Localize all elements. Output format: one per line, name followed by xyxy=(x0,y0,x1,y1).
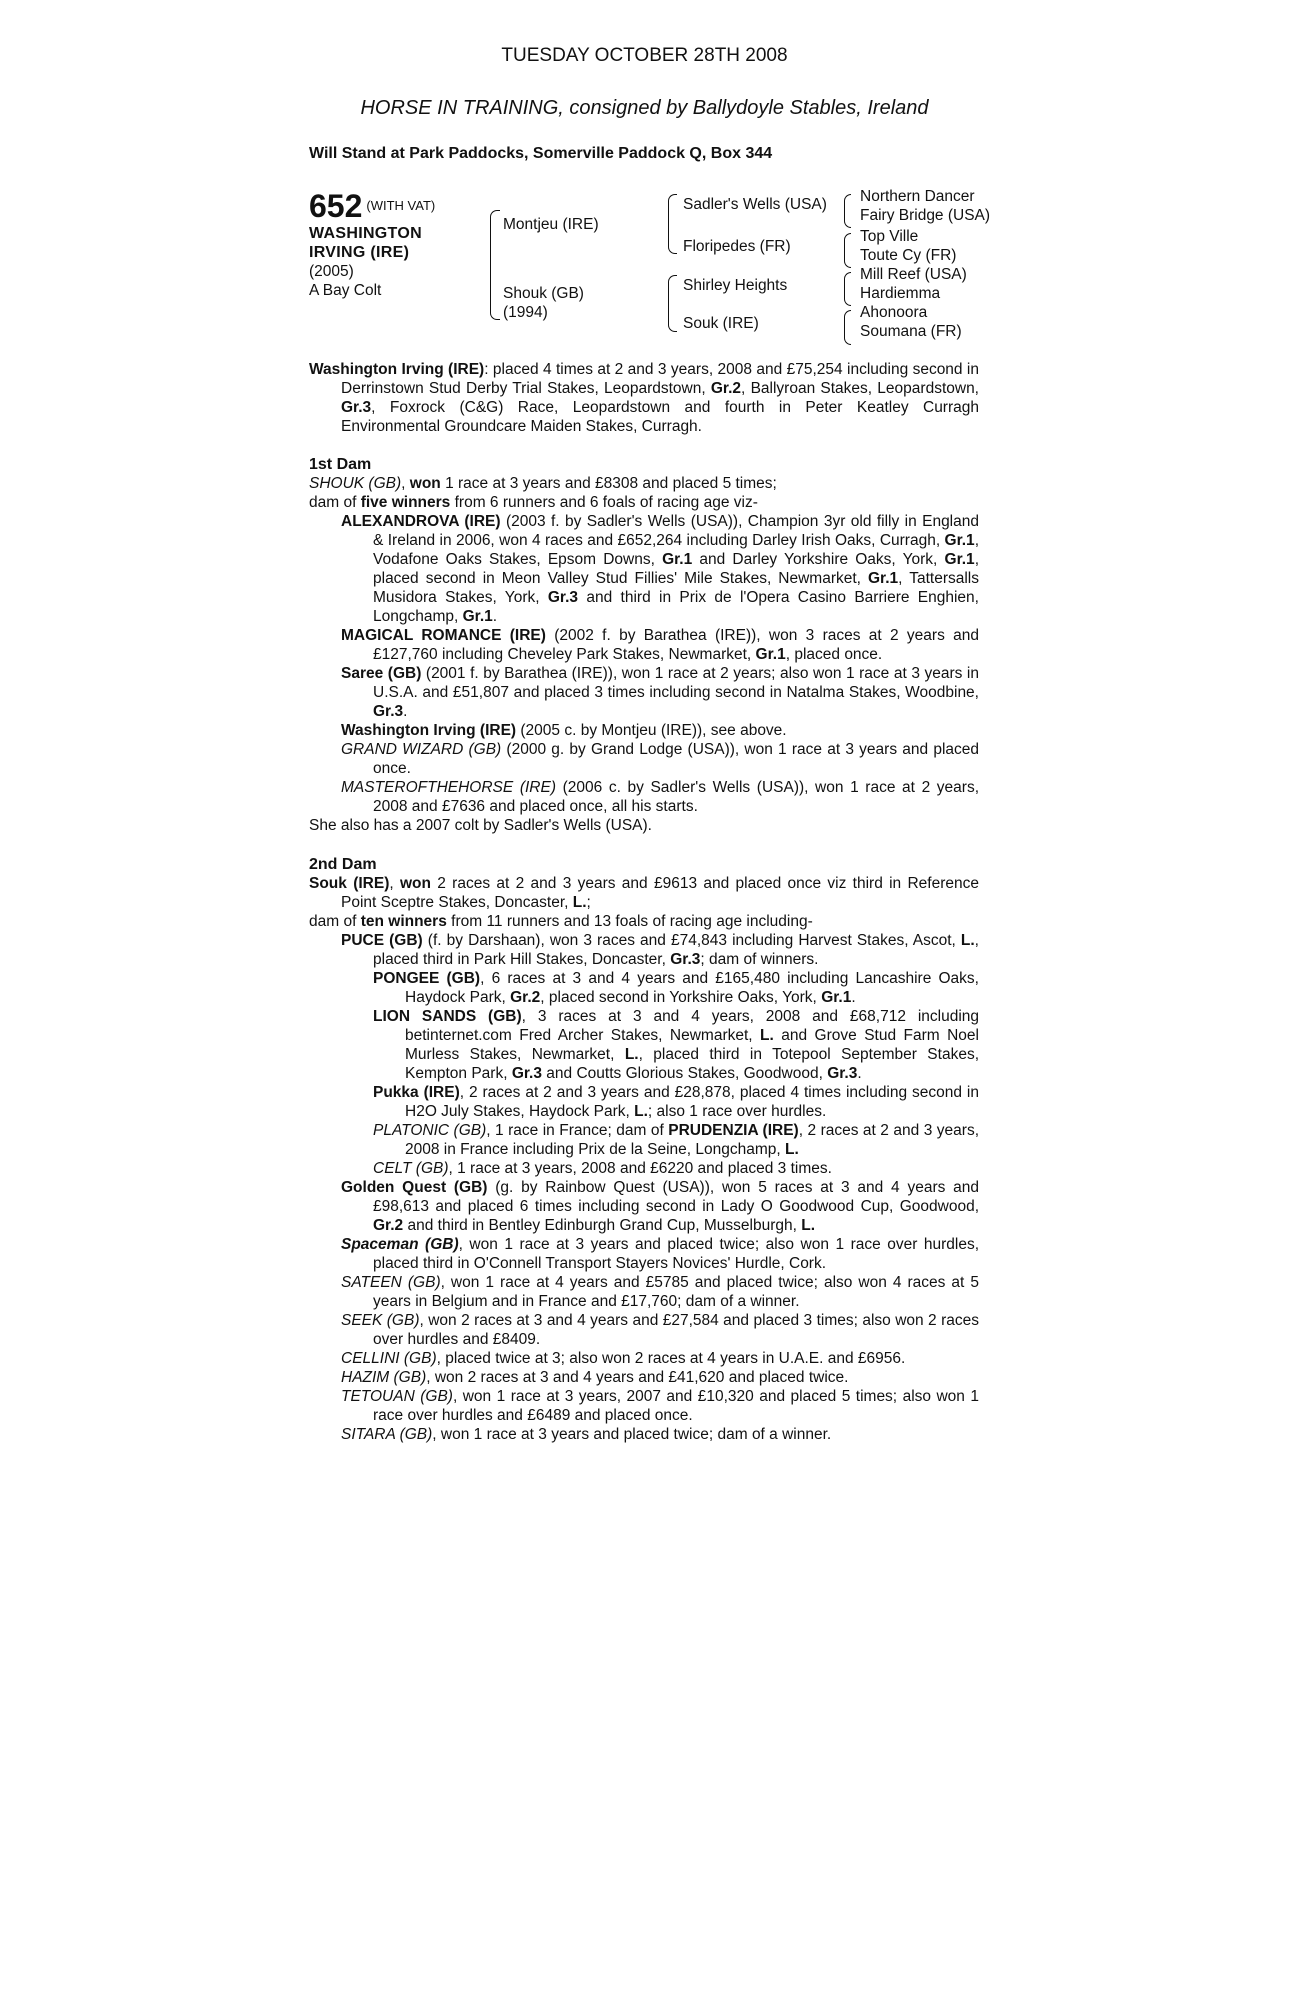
pedigree-brace-3b xyxy=(844,233,851,268)
lot-number-line xyxy=(309,188,459,224)
first-dam-line2: dam of five winners from 6 runners and 6 foals of racing age viz- xyxy=(309,494,758,511)
race-summary xyxy=(309,360,979,436)
produce-spaceman: Spaceman (GB), won 1 race at 3 years and placed twice; also won 1 race over hurdles, placed third in O'Connell Transport Stayers Novices' Hurdle, Cork. xyxy=(341,1236,980,1272)
produce-pongee: PONGEE (GB), 6 races at 3 and 4 years and £165,480 including Lancashire Oaks, Haydock Park, Gr.2, placed second in Yorkshire Oaks, York, Gr.1. xyxy=(373,970,979,1006)
produce-saree: Saree (GB) (2001 f. by Barathea (IRE)), won 1 race at 2 years; also won 1 race at 3 years in U.S.A. and £51,807 and placed 3 times including second in Natalma Stakes, Woodbine, Gr.3. xyxy=(341,665,979,720)
produce-washington-irving: Washington Irving (IRE) (2005 c. by Montjeu (IRE)), see above. xyxy=(341,722,787,739)
first-dam-heading: 1st Dam xyxy=(309,456,372,473)
produce-masterofthehorse: MASTEROFTHEHORSE (IRE) (2006 c. by Sadler's Wells (USA)), won 1 race at 2 years, 2008 and £7636 and placed once, all his starts. xyxy=(341,779,979,815)
pedigree-sdd: Toute Cy (FR) xyxy=(860,247,957,264)
produce-tetouan: TETOUAN (GB), won 1 race at 3 years, 2007 and £10,320 and placed 5 times; also won 1 race over hurdles and £6489 and placed once. xyxy=(341,1388,979,1424)
pedigree-sds: Top Ville xyxy=(860,228,919,245)
sale-date: TUESDAY OCTOBER 28TH 2008 xyxy=(501,45,788,66)
pedigree-brace-dam xyxy=(668,275,677,332)
vat-note: (WITH VAT) xyxy=(366,198,436,213)
pedigree-dam-dam: Souk (IRE) xyxy=(683,315,759,332)
horse-name-line2: IRVING (IRE) xyxy=(309,244,410,261)
produce-pukka: Pukka (IRE), 2 races at 2 and 3 years and £28,878, placed 4 times including second in H2O July Stakes, Haydock Park, L.; also 1 race over hurdles. xyxy=(373,1084,979,1120)
second-dam-section xyxy=(309,855,979,1444)
pedigree-ssd: Fairy Bridge (USA) xyxy=(860,207,991,224)
pedigree-sss: Northern Dancer xyxy=(860,188,975,205)
produce-magical-romance: MAGICAL ROMANCE (IRE) (2002 f. by Barathea (IRE)), won 3 races at 2 years and £127,760 including Cheveley Park Stakes, Newmarket, Gr.1, placed once. xyxy=(341,627,980,663)
produce-puce: PUCE (GB) (f. by Darshaan), won 3 races and £74,843 including Harvest Stakes, Ascot, L., placed third in Park Hill Stakes, Doncaster, Gr.3; dam of winners. xyxy=(341,932,979,968)
pedigree-brace-3c xyxy=(844,272,851,306)
pedigree-sire-sire: Sadler's Wells (USA) xyxy=(683,196,827,213)
horse-description: A Bay Colt xyxy=(309,282,382,299)
summary-paragraph: Washington Irving (IRE): placed 4 times at 2 and 3 years, 2008 and £75,254 including second in Derrinstown Stud Derby Trial Stakes, Leopardstown, Gr.2, Ballyroan Stakes, Leopardstown, Gr.3, Foxrock (C&G) Race, Leopardstown and fourth in Peter Keatley Curragh Environmental Groundcare Maiden Stakes, Curragh. xyxy=(309,361,979,435)
produce-sateen: SATEEN (GB), won 1 race at 4 years and £5785 and placed twice; also won 4 races at 5 years in Belgium and in France and £17,760; dam of a winner. xyxy=(341,1274,979,1310)
first-dam-also: She also has a 2007 colt by Sadler's Wells (USA). xyxy=(309,817,652,834)
pedigree-dsd: Hardiemma xyxy=(860,285,941,302)
pedigree-brace-sire xyxy=(668,194,677,254)
pedigree-ddd: Soumana (FR) xyxy=(860,323,962,340)
horse-name-line1: WASHINGTON xyxy=(309,225,422,242)
produce-golden-quest: Golden Quest (GB) (g. by Rainbow Quest (USA)), won 5 races at 3 and 4 years and £98,613 and placed 6 times including second in Lady O Goodwood Cup, Goodwood, Gr.2 and third in Bentley Edinburgh Grand Cup, Musselburgh, L. xyxy=(341,1179,980,1234)
second-dam-line2: dam of ten winners from 11 runners and 13 foals of racing age including- xyxy=(309,913,813,930)
pedigree-sire: Montjeu (IRE) xyxy=(503,216,599,233)
second-dam-heading: 2nd Dam xyxy=(309,856,377,873)
stand-location: Will Stand at Park Paddocks, Somerville Paddock Q, Box 344 xyxy=(309,145,773,162)
produce-seek: SEEK (GB), won 2 races at 3 and 4 years and £27,584 and placed 3 times; also won 2 races over hurdles and £8409. xyxy=(341,1312,979,1348)
produce-sitara: SITARA (GB), won 1 race at 3 years and placed twice; dam of a winner. xyxy=(341,1426,832,1443)
first-dam-line1: SHOUK (GB), won 1 race at 3 years and £8308 and placed 5 times; xyxy=(309,475,777,492)
pedigree-dam-sire: Shirley Heights xyxy=(683,277,788,294)
pedigree-brace-3a xyxy=(844,194,851,228)
produce-cellini: CELLINI (GB), placed twice at 3; also won 2 races at 4 years in U.A.E. and £6956. xyxy=(341,1350,906,1367)
produce-lion-sands: LION SANDS (GB), 3 races at 3 and 4 years, 2008 and £68,712 including betinternet.com Fred Archer Stakes, Newmarket, L. and Grove Stud Farm Noel Murless Stakes, Newmarket, L., placed third in Totepool September Stakes, Kempton Park, Gr.3 and Coutts Glorious Stakes, Goodwood, Gr.3. xyxy=(373,1008,980,1082)
produce-platonic: PLATONIC (GB), 1 race in France; dam of PRUDENZIA (IRE), 2 races at 2 and 3 years, 2008 in France including Prix de la Seine, Longchamp, L. xyxy=(373,1122,979,1158)
pedigree-brace-gen1 xyxy=(490,210,500,320)
pedigree-dam: Shouk (GB) xyxy=(503,285,584,302)
produce-grand-wizard: GRAND WIZARD (GB) (2000 g. by Grand Lodge (USA)), won 1 race at 3 years and placed once. xyxy=(341,741,980,777)
pedigree-brace-3d xyxy=(844,310,851,345)
foaling-year: (2005) xyxy=(309,263,354,280)
pedigree-dds: Ahonoora xyxy=(860,304,928,321)
produce-celt: CELT (GB), 1 race at 3 years, 2008 and £6220 and placed 3 times. xyxy=(373,1160,832,1177)
consignment-line: HORSE IN TRAINING, consigned by Ballydoyle Stables, Ireland xyxy=(360,97,929,119)
pedigree-dss: Mill Reef (USA) xyxy=(860,266,967,283)
first-dam-section xyxy=(309,455,979,835)
pedigree-dam-year: (1994) xyxy=(503,304,548,321)
pedigree-sire-dam: Floripedes (FR) xyxy=(683,238,791,255)
produce-alexandrova: ALEXANDROVA (IRE) (2003 f. by Sadler's Wells (USA)), Champion 3yr old filly in England & Ireland in 2006, won 4 races and £652,264 including Darley Irish Oaks, Curragh, Gr.1, Vodafone Oaks Stakes, Epsom Downs, Gr.1 and Darley Yorkshire Oaks, York, Gr.1, placed second in Meon Valley Stud Fillies' Mile Stakes, Newmarket, Gr.1, Tattersalls Musidora Stakes, York, Gr.3 and third in Prix de l'Opera Casino Barriere Enghien, Longchamp, Gr.1. xyxy=(341,513,979,625)
produce-hazim: HAZIM (GB), won 2 races at 3 and 4 years and £41,620 and placed twice. xyxy=(341,1369,849,1386)
lot-header xyxy=(309,188,459,300)
second-dam-line1: Souk (IRE), won 2 races at 2 and 3 years and £9613 and placed once viz third in Reference Point Sceptre Stakes, Doncaster, L.; xyxy=(309,875,979,911)
lot-number: 652 xyxy=(309,188,363,224)
